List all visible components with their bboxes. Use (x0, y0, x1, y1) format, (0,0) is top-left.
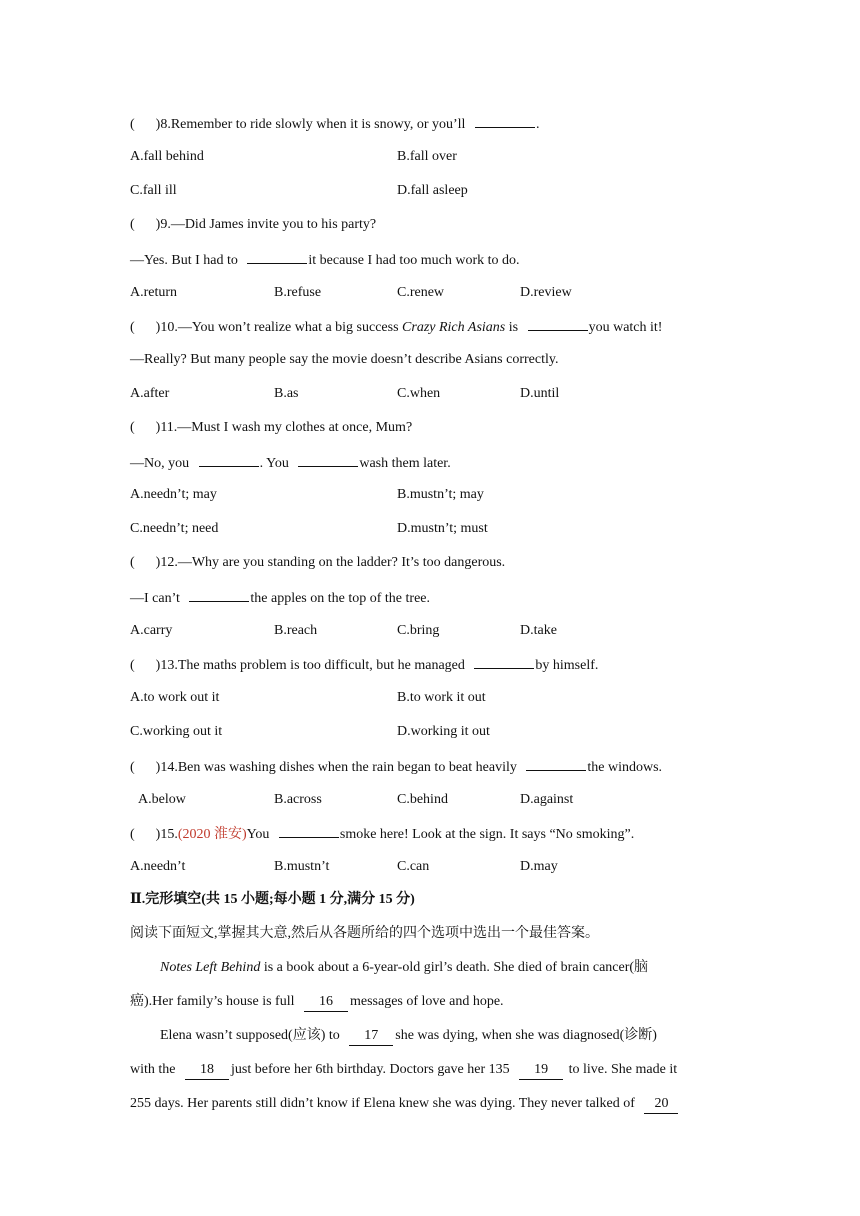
q15-option-d[interactable]: D.may (520, 859, 558, 874)
q9-option-a[interactable]: A.return (130, 285, 178, 300)
q13-option-b[interactable]: B.to work it out (397, 690, 486, 705)
numbered-blank-18[interactable]: 18 (185, 1061, 229, 1080)
passage-line-5: 255 days. Her parents still didn’t know if Elena knew she was dying. They never talked of 20 (130, 1095, 680, 1114)
section-instruction: 阅读下面短文,掌握其大意,然后从各题所给的四个选项中选出一个最佳答案。 (130, 926, 599, 941)
question-12-stem: ( )12.—Why are you standing on the ladder? It’s too dangerous. (130, 555, 506, 570)
movie-title: Crazy Rich Asians (402, 320, 506, 335)
q10-option-d[interactable]: D.until (520, 386, 560, 401)
question-8-stem: ( )8.Remember to ride slowly when it is snowy, or you’ll . (130, 114, 539, 134)
q9-option-b[interactable]: B.refuse (274, 285, 322, 300)
answer-blank[interactable] (474, 655, 534, 669)
answer-blank[interactable] (279, 824, 339, 838)
q12-option-d[interactable]: D.take (520, 623, 557, 638)
question-14-stem: ( )14.Ben was washing dishes when the rain began to beat heavily the windows. (130, 757, 662, 777)
q8-option-c[interactable]: C.fall ill (130, 183, 177, 198)
question-9-reply: —Yes. But I had to it because I had too much work to do. (130, 250, 520, 270)
q14-option-a[interactable]: A.below (138, 792, 186, 807)
q8-option-b[interactable]: B.fall over (397, 149, 457, 164)
question-15-stem: ( )15.(2020 淮安)You smoke here! Look at the sign. It says “No smoking”. (130, 824, 634, 844)
numbered-blank-19[interactable]: 19 (519, 1061, 563, 1080)
answer-blank[interactable] (199, 453, 259, 467)
q11-option-d[interactable]: D.mustn’t; must (397, 521, 488, 536)
q14-option-d[interactable]: D.against (520, 792, 574, 807)
q15-option-b[interactable]: B.mustn’t (274, 859, 330, 874)
answer-blank[interactable] (528, 317, 588, 331)
q10-option-c[interactable]: C.when (397, 386, 441, 401)
passage-line-3: Elena wasn’t supposed(应该) to 17 she was dying, when she was diagnosed(诊断) (160, 1027, 657, 1046)
question-11-reply: —No, you . You wash them later. (130, 453, 451, 473)
numbered-blank-17[interactable]: 17 (349, 1027, 393, 1046)
q13-option-a[interactable]: A.to work out it (130, 690, 220, 705)
question-11-stem: ( )11.—Must I wash my clothes at once, Mum? (130, 420, 413, 435)
q15-option-c[interactable]: C.can (397, 859, 430, 874)
answer-blank[interactable] (189, 588, 249, 602)
question-10-reply: —Really? But many people say the movie doesn’t describe Asians correctly. (130, 352, 559, 367)
answer-blank[interactable] (247, 250, 307, 264)
q12-option-c[interactable]: C.bring (397, 623, 440, 638)
question-13-stem: ( )13.The maths problem is too difficult, but he managed by himself. (130, 655, 598, 675)
q8-option-a[interactable]: A.fall behind (130, 149, 204, 164)
answer-blank[interactable] (475, 114, 535, 128)
q11-option-c[interactable]: C.needn’t; need (130, 521, 219, 536)
q8-option-d[interactable]: D.fall asleep (397, 183, 468, 198)
q15-option-a[interactable]: A.needn’t (130, 859, 186, 874)
q11-option-b[interactable]: B.mustn’t; may (397, 487, 484, 502)
passage-line-2: 癌).Her family’s house is full 16 messages of love and hope. (130, 993, 504, 1012)
question-9-stem: ( )9.—Did James invite you to his party? (130, 217, 377, 232)
passage-line-4: with the 18 just before her 6th birthday. Doctors gave her 135 19 to live. She made it (130, 1061, 677, 1080)
q11-option-a[interactable]: A.needn’t; may (130, 487, 217, 502)
question-12-reply: —I can’t the apples on the top of the tree. (130, 588, 430, 608)
source-tag: (2020 淮安) (177, 827, 247, 842)
q14-option-b[interactable]: B.across (274, 792, 322, 807)
q10-option-b[interactable]: B.as (274, 386, 299, 401)
answer-blank[interactable] (526, 757, 586, 771)
passage-line-1: Notes Left Behind is a book about a 6-year-old girl’s death. She died of brain cancer(脑 (160, 960, 649, 975)
numbered-blank-16[interactable]: 16 (304, 993, 348, 1012)
q12-option-b[interactable]: B.reach (274, 623, 318, 638)
answer-blank[interactable] (298, 453, 358, 467)
q13-option-d[interactable]: D.working it out (397, 724, 490, 739)
q13-option-c[interactable]: C.working out it (130, 724, 223, 739)
section-heading: Ⅱ.完形填空(共 15 小题;每小题 1 分,满分 15 分) (130, 892, 415, 907)
q9-option-d[interactable]: D.review (520, 285, 572, 300)
numbered-blank-20[interactable]: 20 (644, 1095, 678, 1114)
question-10-stem: ( )10.—You won’t realize what a big success Crazy Rich Asians is you watch it! (130, 317, 662, 337)
q9-option-c[interactable]: C.renew (397, 285, 445, 300)
book-title: Notes Left Behind (160, 960, 261, 975)
q10-option-a[interactable]: A.after (130, 386, 170, 401)
q12-option-a[interactable]: A.carry (130, 623, 173, 638)
q14-option-c[interactable]: C.behind (397, 792, 448, 807)
